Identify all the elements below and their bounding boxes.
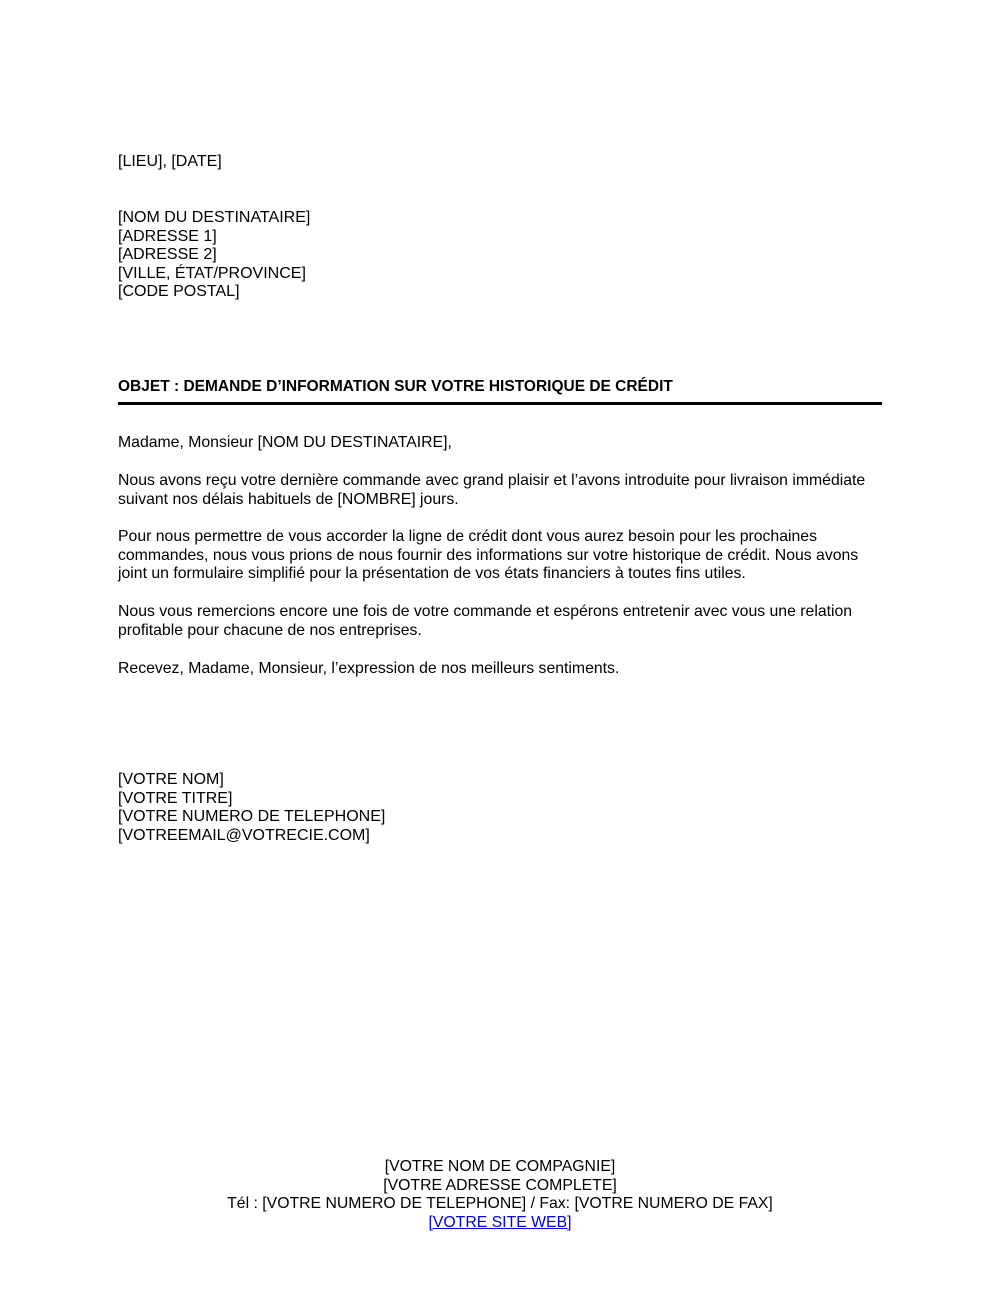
recipient-postal-code: [CODE POSTAL] xyxy=(118,283,240,300)
recipient-name: [NOM DU DESTINATAIRE] xyxy=(118,209,311,226)
place-date: [LIEU], [DATE] xyxy=(118,153,222,170)
signature-block xyxy=(118,771,385,845)
body-paragraph-3: Nous vous remercions encore une fois de votre commande et espérons entretenir avec vous une relation profitable pour chacune de nos entreprises. xyxy=(118,603,853,639)
recipient-city-state: [VILLE, ÉTAT/PROVINCE] xyxy=(118,264,306,282)
recipient-block xyxy=(118,209,310,302)
sender-title: [VOTRE TITRE] xyxy=(118,789,233,807)
body-paragraph-2: Pour nous permettre de vous accorder la ligne de crédit dont vous aurez besoin pour les prochaines commandes, nous vous prions de nous fournir des informations sur votre historique de crédit. Nous avons joint un formulaire simplifié pour la présentation de vos états financiers à toutes fins utiles. xyxy=(118,528,859,582)
closing: Recevez, Madame, Monsieur, l’expression de nos meilleurs sentiments. xyxy=(118,660,620,677)
footer-contact: Tél : [VOTRE NUMERO DE TELEPHONE] / Fax: [VOTRE NUMERO DE FAX] xyxy=(227,1195,773,1212)
footer xyxy=(0,1158,1000,1232)
subject-line: OBJET : DEMANDE D’INFORMATION SUR VOTRE HISTORIQUE DE CRÉDIT xyxy=(118,378,673,395)
sender-name: [VOTRE NOM] xyxy=(118,771,224,788)
footer-address: [VOTRE ADRESSE COMPLETE] xyxy=(383,1176,617,1194)
salutation: Madame, Monsieur [NOM DU DESTINATAIRE], xyxy=(118,434,452,451)
recipient-address-1: [ADRESSE 1] xyxy=(118,227,217,245)
sender-phone: [VOTRE NUMERO DE TELEPHONE] xyxy=(118,808,386,825)
subject-divider xyxy=(118,402,882,405)
footer-website-link[interactable]: [VOTRE SITE WEB] xyxy=(428,1213,572,1231)
body-paragraph-1: Nous avons reçu votre dernière commande avec grand plaisir et l’avons introduite pour livraison immédiate suivant nos délais habituels de [NOMBRE] jours. xyxy=(118,472,866,508)
recipient-address-2: [ADRESSE 2] xyxy=(118,246,217,263)
footer-company: [VOTRE NOM DE COMPAGNIE] xyxy=(384,1158,616,1175)
sender-email: [VOTREEMAIL@VOTRECIE.COM] xyxy=(118,826,370,844)
